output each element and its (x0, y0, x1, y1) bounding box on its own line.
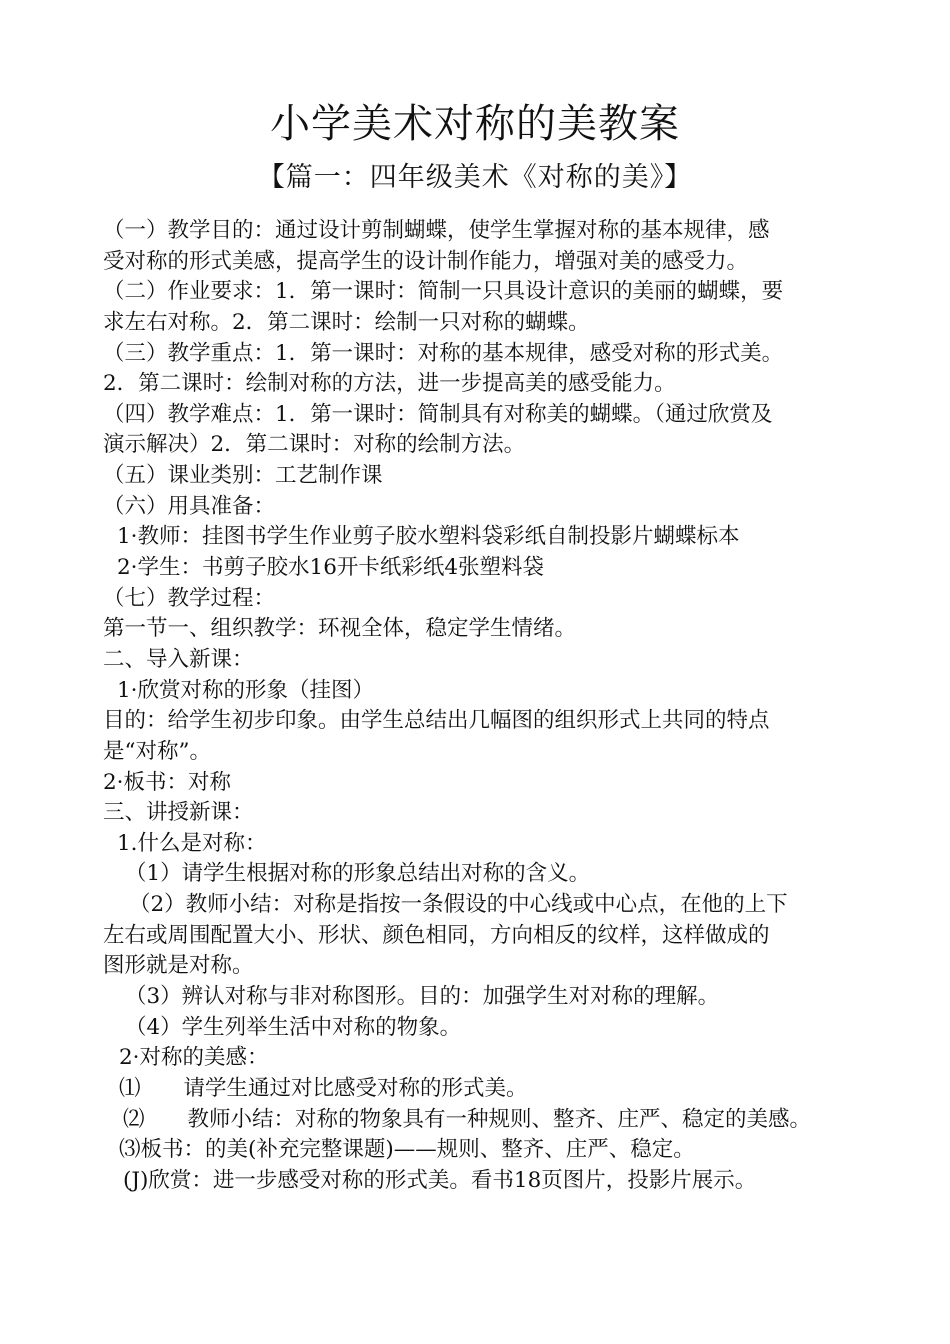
text-line: 二、导入新课： (103, 646, 254, 672)
text-line: 受对称的形式美感，提高学生的设计制作能力，增强对美的感受力。 (103, 248, 749, 274)
text-line: (J)欣赏：进一步感受对称的形式美。看书18页图片，投影片展示。 (123, 1167, 757, 1193)
text-line: 1·教师：挂图书学生作业剪子胶水塑料袋彩纸自制投影片蝴蝶标本 (117, 524, 740, 550)
text-line: ⑴ 请学生通过对比感受对称的形式美。 (119, 1075, 528, 1101)
text-line: 是“对称”。 (103, 738, 211, 764)
text-line: 第一节一、组织教学：环视全体，稳定学生情绪。 (103, 616, 577, 642)
text-line: 2·学生：书剪子胶水16开卡纸彩纸4张塑料袋 (117, 555, 545, 581)
text-line: （1）请学生根据对称的形象总结出对称的含义。 (125, 861, 591, 887)
text-line: 演示解决）2．第二课时：对称的绘制方法。 (103, 432, 526, 458)
document-subtitle: 【篇一：四年级美术《对称的美》】 (257, 162, 693, 193)
text-line: ⑶板书：的美(补充完整课题)——规则、整齐、庄严、稳定。 (119, 1137, 695, 1163)
text-line: （五）课业类别：工艺制作课 (103, 463, 383, 489)
text-line: （三）教学重点：1．第一课时：对称的基本规律，感受对称的形式美。 (103, 340, 784, 366)
text-line: 左右或周围配置大小、形状、颜色相同，方向相反的纹样，这样做成的 (103, 922, 770, 948)
text-line: 三、讲授新课： (103, 800, 254, 826)
text-line: ⑵ 教师小结：对称的物象具有一种规则、整齐、庄严、稳定的美感。 (123, 1106, 812, 1132)
text-line: （3）辨认对称与非对称图形。目的：加强学生对对称的理解。 (125, 984, 720, 1010)
text-line: 图形就是对称。 (103, 953, 254, 979)
text-line: （二）作业要求：1．第一课时：简制一只具设计意识的美丽的蝴蝶，要 (103, 279, 784, 305)
document-body (103, 216, 863, 1197)
text-line: （2）教师小结：对称是指按一条假设的中心线或中心点，在他的上下 (129, 892, 788, 918)
text-line: 1·欣赏对称的形象（挂图） (117, 677, 375, 703)
text-line: 2·板书：对称 (103, 769, 232, 795)
text-line: 1.什么是对称： (117, 830, 267, 856)
text-line: 求左右对称。2．第二课时：绘制一只对称的蝴蝶。 (103, 309, 590, 335)
text-line: （一）教学目的：通过设计剪制蝴蝶，使学生掌握对称的基本规律，感 (103, 218, 770, 243)
text-line: 2．第二课时：绘制对称的方法，进一步提高美的感受能力。 (103, 371, 676, 397)
text-line: （七）教学过程： (103, 585, 276, 611)
text-line: 目的：给学生初步印象。由学生总结出几幅图的组织形式上共同的特点 (103, 708, 770, 734)
text-line: （四）教学难点：1．第一课时：简制具有对称美的蝴蝶。（通过欣赏及 (103, 401, 773, 427)
text-line: （4）学生列举生活中对称的物象。 (125, 1014, 462, 1040)
text-line: （六）用具准备： (103, 493, 276, 519)
document-title: 小学美术对称的美教案 (270, 101, 680, 147)
text-line: 2·对称的美感： (119, 1045, 269, 1071)
